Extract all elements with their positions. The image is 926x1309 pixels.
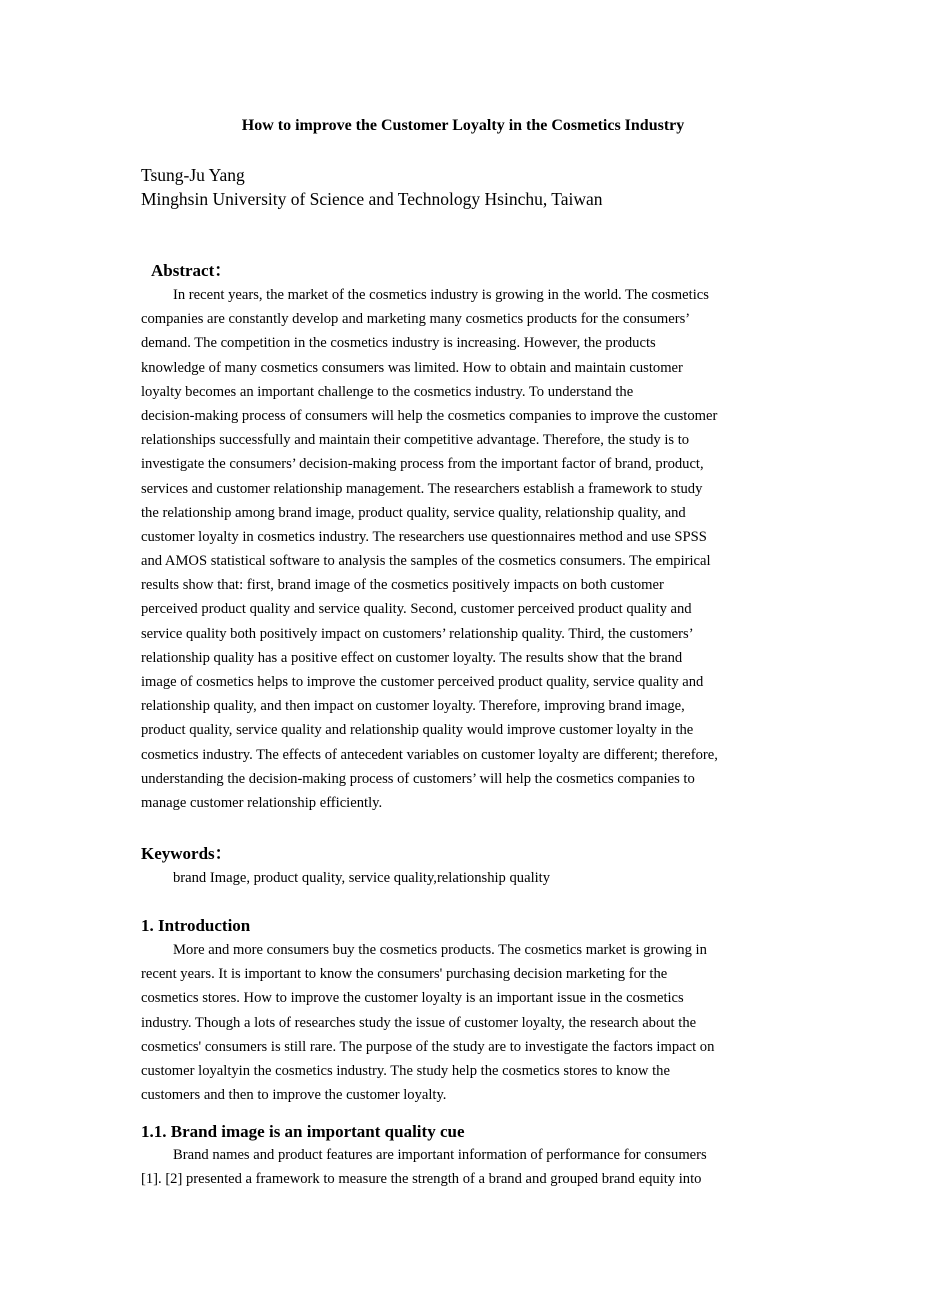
keywords-heading: Keywords：	[141, 844, 232, 863]
introduction-line: cosmetics stores. How to improve the customer loyalty is an important issue in the cosmetics	[141, 990, 684, 1007]
section-heading-introduction: 1. Introduction	[141, 916, 251, 935]
author-block	[141, 163, 603, 211]
introduction-line: cosmetics' consumers is still rare. The purpose of the study are to investigate the factors impact on	[141, 1038, 715, 1055]
author-name: Tsung-Ju Yang	[141, 165, 245, 185]
abstract-line: service quality both positively impact on customers’ relationship quality. Third, the customers’	[141, 625, 694, 642]
keywords-body	[141, 866, 801, 890]
abstract-line: image of cosmetics helps to improve the customer perceived product quality, service quality and	[141, 674, 704, 690]
abstract-line: investigate the consumers’ decision-making process from the important factor of brand, product,	[141, 456, 704, 473]
brand-image-body	[141, 1143, 801, 1191]
abstract-line: In recent years, the market of the cosmetics industry is growing in the world. The cosmetics	[173, 287, 709, 303]
abstract-heading: Abstract：	[151, 261, 232, 280]
abstract-line: relationship quality, and then impact on customer loyalty. Therefore, improving brand image,	[141, 698, 685, 715]
abstract-line: knowledge of many cosmetics consumers was limited. How to obtain and maintain customer	[141, 359, 683, 376]
abstract-line: and AMOS statistical software to analysis the samples of the cosmetics consumers. The empirical	[141, 553, 711, 570]
abstract-line: customer loyalty in cosmetics industry. The researchers use questionnaires method and use SPSS	[141, 528, 707, 545]
abstract-line: companies are constantly develop and marketing many cosmetics products for the consumers’	[141, 311, 691, 328]
introduction-line: customer loyaltyin the cosmetics industry. The study help the cosmetics stores to know the	[141, 1062, 670, 1079]
introduction-line: industry. Though a lots of researches study the issue of customer loyalty, the research about the	[141, 1014, 697, 1031]
abstract-line: cosmetics industry. The effects of antecedent variables on customer loyalty are different; therefore,	[141, 746, 718, 763]
brand-image-line: Brand names and product features are important information of performance for consumers	[173, 1147, 707, 1163]
introduction-line: More and more consumers buy the cosmetics products. The cosmetics market is growing in	[173, 942, 707, 958]
abstract-line: demand. The competition in the cosmetics industry is increasing. However, the products	[141, 335, 656, 352]
introduction-line: recent years. It is important to know the consumers' purchasing decision marketing for the	[141, 966, 668, 983]
abstract-line: manage customer relationship efficiently.	[141, 794, 383, 811]
abstract-line: relationship quality has a positive effect on customer loyalty. The results show that the brand	[141, 649, 683, 666]
abstract-line: decision-making process of consumers will help the cosmetics companies to improve the customer	[141, 407, 718, 424]
abstract-line: results show that: first, brand image of the cosmetics positively impacts on both customer	[141, 577, 664, 594]
brand-image-line: [1]. [2] presented a framework to measure the strength of a brand and grouped brand equity into	[141, 1171, 702, 1188]
introduction-body	[141, 938, 801, 1107]
abstract-line: loyalty becomes an important challenge to the cosmetics industry. To understand the	[141, 383, 634, 400]
abstract-line: product quality, service quality and relationship quality would improve customer loyalty in the	[141, 722, 694, 739]
introduction-line: customers and then to improve the customer loyalty.	[141, 1087, 447, 1104]
abstract-line: services and customer relationship management. The researchers establish a framework to study	[141, 480, 703, 497]
paper-title: How to improve the Customer Loyalty in the Cosmetics Industry	[241, 117, 685, 134]
abstract-body	[141, 283, 801, 815]
abstract-line: relationships successfully and maintain their competitive advantage. Therefore, the study is to	[141, 432, 690, 449]
abstract-line: understanding the decision-making process of customers’ will help the cosmetics companies to	[141, 770, 695, 787]
author-affiliation: Minghsin University of Science and Technology Hsinchu, Taiwan	[141, 189, 603, 209]
keywords-text: brand Image, product quality, service quality,relationship quality	[173, 870, 551, 886]
section-heading-brand-image: 1.1. Brand image is an important quality cue	[141, 1122, 465, 1141]
abstract-line: perceived product quality and service quality. Second, customer perceived product quality and	[141, 601, 692, 618]
abstract-line: the relationship among brand image, product quality, service quality, relationship quality, and	[141, 504, 686, 521]
